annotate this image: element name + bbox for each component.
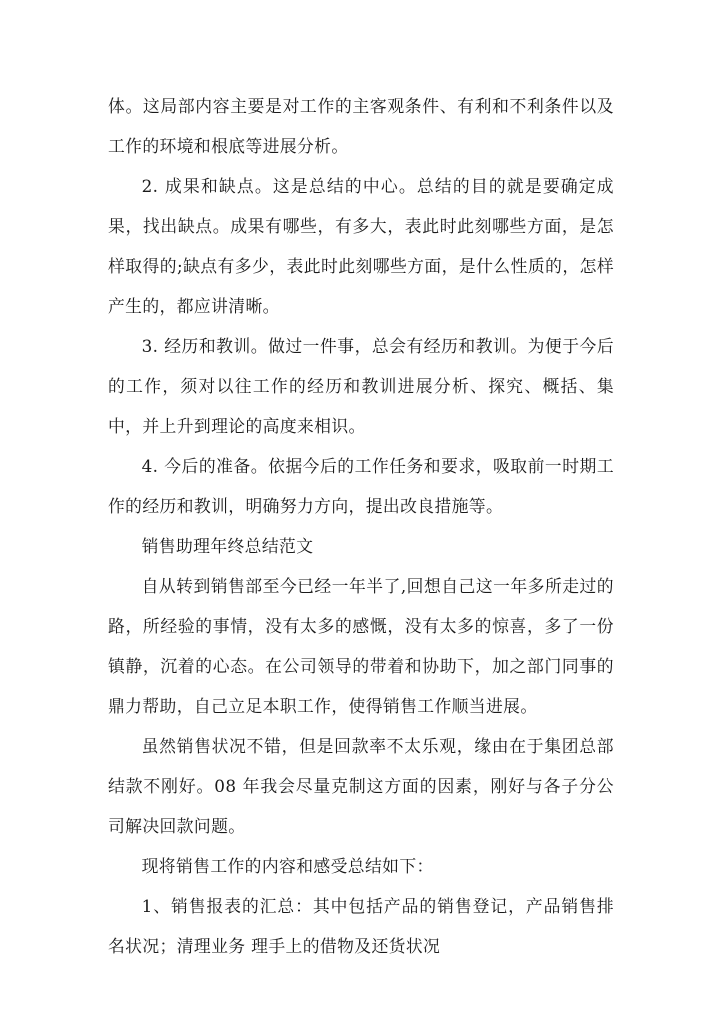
section-heading: 销售助理年终总结范文 (141, 536, 314, 556)
paragraph-situation-analysis: 体。这局部内容主要是对工作的主客观条件、有利和不利条件以及工作的环境和根底等进展分析。 (108, 96, 614, 156)
paragraph-summary-intro: 现将销售工作的内容和感受总结如下： (141, 856, 434, 876)
paragraph-sales-reports: 1、销售报表的汇总：其中包括产品的销售登记，产品销售排名状况；清理业务 理手上的借物及还货状况 (108, 896, 614, 956)
paragraph-sales-status: 虽然销售状况不错，但是回款率不太乐观，缘由在于集团总部结款不刚好。08 年我会尽量克制这方面的因素，刚好与各子分公司解决回款问题。 (108, 736, 614, 836)
paragraph-results-and-shortcomings: 2. 成果和缺点。这是总结的中心。总结的目的就是要确定成果，找出缺点。成果有哪些，有多大，表此时此刻哪些方面，是怎样取得的;缺点有多少，表此时此刻哪些方面，是什么性质的，怎样产生的，都应讲清晰。 (108, 176, 614, 316)
document-body (108, 86, 614, 966)
paragraph-future-plans: 4. 今后的准备。依据今后的工作任务和要求，吸取前一时期工作的经历和教训，明确努力方向，提出改良措施等。 (108, 456, 614, 516)
paragraph-introduction: 自从转到销售部至今已经一年半了,回想自己这一年多所走过的路，所经验的事情，没有太多的感慨，没有太多的惊喜，多了一份镇静，沉着的心态。在公司领导的带着和协助下，加之部门同事的鼎力帮助，自己立足本职工作，使得销售工作顺当进展。 (108, 576, 614, 716)
paragraph-experience-and-lessons: 3. 经历和教训。做过一件事，总会有经历和教训。为便于今后的工作，须对以往工作的经历和教训进展分析、探究、概括、集中，并上升到理论的高度来相识。 (108, 336, 614, 436)
